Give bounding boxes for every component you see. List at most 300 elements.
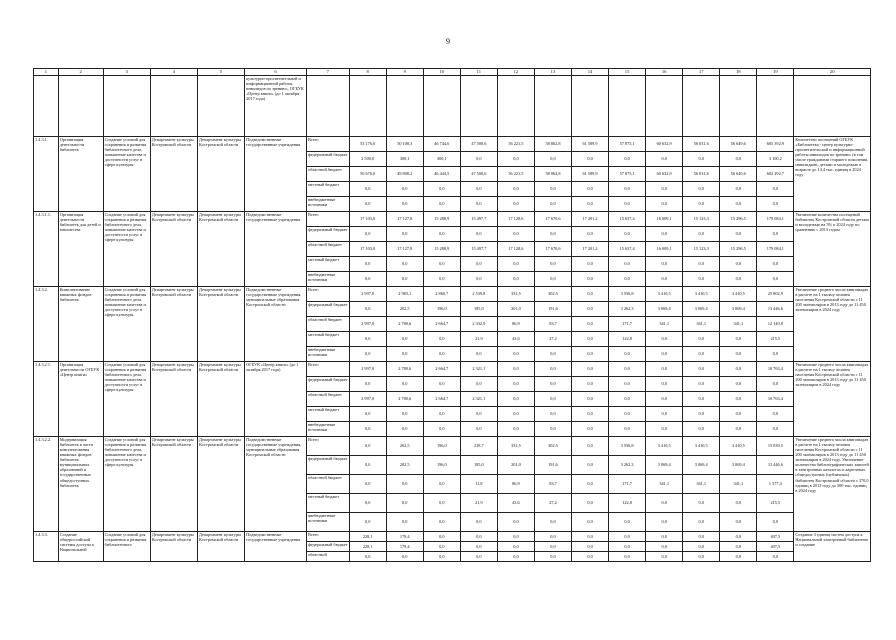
empty-cell	[349, 76, 386, 137]
amount-cell: 228,1	[349, 542, 386, 552]
amount-cell: 341,1	[720, 475, 757, 494]
amount-cell: 0,0	[609, 272, 646, 287]
amount-cell: 0,0	[646, 272, 683, 287]
amount-cell: 17 128,6	[497, 242, 534, 257]
funding-source: федеральный бюджет	[306, 227, 349, 242]
cell-code: 1.4.3.2.	[34, 287, 59, 362]
amount-cell: 0,0	[534, 377, 571, 392]
continuation-row	[34, 76, 871, 137]
amount-cell: 0,0	[349, 475, 386, 494]
amount-cell: 0,0	[609, 377, 646, 392]
amount-cell: 60 632,9	[646, 167, 683, 182]
amount-cell: 0,0	[497, 347, 534, 362]
amount-cell: 21,9	[460, 332, 497, 347]
amount-cell: 27,2	[534, 494, 571, 513]
amount-cell: 0,0	[497, 272, 534, 287]
cell-exec: Департамент культуры Костромской области	[197, 437, 244, 532]
amount-cell: 2 997,0	[349, 287, 386, 302]
amount-cell: 0,0	[386, 494, 423, 513]
amount-cell: 0,0	[646, 227, 683, 242]
cell-recipient: Подведомственные государственные учреждения	[245, 212, 307, 287]
amount-cell: 0,0	[572, 317, 609, 332]
amount-cell: 0,0	[386, 257, 423, 272]
amount-cell: 179,4	[386, 532, 423, 542]
funding-source: местный бюджет	[306, 407, 349, 422]
amount-cell: 3 069,4	[683, 456, 720, 475]
amount-cell: 185,0	[460, 456, 497, 475]
amount-cell: 0,0	[497, 257, 534, 272]
column-header: 14	[572, 69, 609, 76]
amount-cell: 3 410,5	[646, 287, 683, 302]
cell-coord: Департамент культуры Костромской области	[150, 287, 197, 362]
amount-cell: 13 446,6	[757, 456, 794, 475]
amount-cell: 171,7	[609, 317, 646, 332]
amount-cell: 0,0	[646, 362, 683, 377]
amount-cell: 2 664,7	[423, 362, 460, 377]
amount-cell: 0,0	[497, 407, 534, 422]
funding-source: федеральный бюджет	[306, 302, 349, 317]
cell-goal: Создание условий для сохранения и развития библиотечного дела, повышение качества и доступности услуг в сфере культуры	[103, 287, 150, 362]
funding-source: областной бюджет	[306, 167, 349, 182]
amount-cell: 0,0	[460, 257, 497, 272]
amount-cell: 0,0	[460, 422, 497, 437]
amount-cell: 179,4	[386, 542, 423, 552]
amount-cell: 0,0	[534, 542, 571, 552]
page-number: 9	[446, 37, 450, 46]
column-header: 7	[306, 69, 349, 76]
program-table	[33, 68, 871, 562]
empty-cell	[150, 76, 197, 137]
amount-cell: 0,0	[534, 182, 571, 197]
amount-cell: 16 009,1	[646, 212, 683, 227]
amount-cell: 0,0	[683, 197, 720, 212]
amount-cell: 3 262,3	[609, 456, 646, 475]
amount-cell: 302,5	[534, 287, 571, 302]
amount-cell: 0,0	[349, 407, 386, 422]
amount-cell: 0,0	[646, 257, 683, 272]
amount-cell: 0,0	[572, 152, 609, 167]
funding-source: внебюджетные источники	[306, 513, 349, 532]
amount-cell: 0,0	[460, 227, 497, 242]
funding-source: внебюджетные источники	[306, 422, 349, 437]
amount-cell: 0,0	[534, 152, 571, 167]
table-row	[34, 212, 871, 227]
column-header: 6	[245, 69, 307, 76]
amount-cell: 0,0	[757, 347, 794, 362]
amount-cell: 185,0	[460, 302, 497, 317]
amount-cell: 0,0	[423, 197, 460, 212]
amount-cell: 196,0	[423, 437, 460, 456]
amount-cell: 0,0	[757, 227, 794, 242]
cell-coord: Департамент культуры Костромской области	[150, 532, 197, 562]
funding-source: федеральный бюджет	[306, 152, 349, 167]
amount-cell: 0,0	[497, 392, 534, 407]
amount-cell: 2 664,7	[423, 392, 460, 407]
funding-source: местный бюджет	[306, 332, 349, 347]
amount-cell: 0,0	[460, 542, 497, 552]
cell-goal: Создание условий для сохранения и развития библиотечного дела, повышение качества и доступности услуг в сфере культуры	[103, 212, 150, 287]
amount-cell: 0,0	[609, 197, 646, 212]
column-header: 8	[349, 69, 386, 76]
table-row	[34, 437, 871, 456]
amount-cell: 341,1	[683, 317, 720, 332]
amount-cell: 0,0	[720, 494, 757, 513]
amount-cell: 0,0	[609, 347, 646, 362]
amount-cell: 0,0	[497, 513, 534, 532]
amount-cell: 0,0	[609, 362, 646, 377]
amount-cell: 0,0	[497, 197, 534, 212]
amount-cell: 0,0	[386, 347, 423, 362]
amount-cell: 0,0	[534, 407, 571, 422]
cell-exec: Департамент культуры Костромской области	[197, 137, 244, 212]
cell-name: Организация деятельности библиотек для детей и юношества	[58, 212, 103, 287]
amount-cell: 0,0	[757, 257, 794, 272]
amount-cell: 0,0	[757, 407, 794, 422]
amount-cell: 0,0	[423, 347, 460, 362]
amount-cell: 0,0	[386, 513, 423, 532]
amount-cell: 0,0	[534, 532, 571, 542]
header-row	[34, 69, 871, 76]
amount-cell: 10 763,4	[757, 362, 794, 377]
amount-cell: 0,0	[757, 422, 794, 437]
amount-cell: 17 670,6	[534, 242, 571, 257]
amount-cell: 0,0	[572, 552, 609, 562]
amount-cell: 0,0	[683, 227, 720, 242]
empty-cell	[794, 76, 871, 137]
amount-cell: 0,0	[646, 377, 683, 392]
amount-cell: 0,0	[683, 347, 720, 362]
amount-cell: 0,0	[683, 552, 720, 562]
amount-cell: 58 862,8	[534, 167, 571, 182]
amount-cell: 15 123,3	[683, 212, 720, 227]
amount-cell: 46 444,5	[423, 167, 460, 182]
amount-cell: 0,0	[572, 542, 609, 552]
empty-cell	[534, 76, 571, 137]
amount-cell: 0,0	[423, 475, 460, 494]
amount-cell: 341,1	[720, 317, 757, 332]
amount-cell: 0,0	[646, 552, 683, 562]
continuation-text: культурно-просветительной и информационной работы инвалидов по зрению», ОГБУК «Центр книги» (до 1 октября 2017 года)	[245, 76, 307, 137]
cell-recipient: Подведомственные государственные учреждения, муниципальные образования Костромской области	[245, 437, 307, 532]
amount-cell: 2 780,6	[386, 392, 423, 407]
amount-cell: 0,0	[609, 532, 646, 542]
column-header: 11	[460, 69, 497, 76]
amount-cell: 0,0	[683, 257, 720, 272]
amount-cell: 341,1	[646, 475, 683, 494]
amount-cell: 17 670,6	[534, 212, 571, 227]
column-header: 13	[534, 69, 571, 76]
amount-cell: 0,0	[386, 272, 423, 287]
column-header: 10	[423, 69, 460, 76]
cell-goal: Создание условий для сохранения и развития библиотечного дела, повышение качества и доступности услуг в сфере культуры	[103, 137, 150, 212]
amount-cell: 3 069,4	[646, 302, 683, 317]
amount-cell: 331,5	[497, 437, 534, 456]
cell-name: Организация деятельности библиотек	[58, 137, 103, 212]
amount-cell: 0,0	[349, 182, 386, 197]
cell-goal: Создание условий для сохранения и развития библиотечного дела, повышение качества и доступности услуг в сфере культуры	[103, 362, 150, 437]
amount-cell: 2 500,0	[349, 152, 386, 167]
amount-cell: 61 589,9	[572, 137, 609, 152]
amount-cell: 0,0	[572, 197, 609, 212]
amount-cell: 43,6	[497, 332, 534, 347]
cell-goal: Создание условий для сохранения и развития библиотечного дела, повышение качества и доступности услуг в сфере культуры	[103, 437, 150, 532]
amount-cell: 0,0	[349, 257, 386, 272]
table-row	[34, 287, 871, 302]
cell-recipient: ОГБУК «Центр книги» (до 1 октября 2017 года)	[245, 362, 307, 437]
amount-cell: 0,0	[349, 456, 386, 475]
column-header: 15	[609, 69, 646, 76]
cell-recipient: Подведомственные государственные учреждения	[245, 137, 307, 212]
amount-cell: 15 637,4	[609, 242, 646, 257]
amount-cell: 2 539,8	[460, 287, 497, 302]
amount-cell: 302,5	[534, 437, 571, 456]
amount-cell: 50 676,0	[349, 167, 386, 182]
amount-cell: 0,0	[497, 532, 534, 542]
amount-cell: 15 296,5	[720, 212, 757, 227]
amount-cell: 0,0	[646, 532, 683, 542]
amount-cell: 179 084,1	[757, 242, 794, 257]
empty-cell	[646, 76, 683, 137]
amount-cell: 0,0	[646, 347, 683, 362]
empty-cell	[34, 76, 59, 137]
amount-cell: 1 377,4	[757, 475, 794, 494]
amount-cell: 0,0	[572, 362, 609, 377]
amount-cell: 196,0	[423, 456, 460, 475]
amount-cell: 2 983,1	[386, 287, 423, 302]
amount-cell: 0,0	[683, 392, 720, 407]
amount-cell: 0,0	[460, 197, 497, 212]
amount-cell: 83,7	[534, 475, 571, 494]
amount-cell: 0,0	[423, 332, 460, 347]
amount-cell: 56 031,6	[683, 167, 720, 182]
amount-cell: 0,0	[423, 257, 460, 272]
amount-cell: 0,0	[609, 257, 646, 272]
amount-cell: 0,0	[720, 552, 757, 562]
amount-cell: 3 262,3	[609, 302, 646, 317]
empty-cell	[497, 76, 534, 137]
amount-cell: 0,0	[572, 532, 609, 542]
amount-cell: 0,0	[572, 437, 609, 456]
amount-cell: 0,0	[572, 287, 609, 302]
amount-cell: 0,0	[460, 377, 497, 392]
amount-cell: 17 201,2	[572, 242, 609, 257]
amount-cell: 12 140,8	[757, 317, 794, 332]
amount-cell: 13 446,6	[757, 302, 794, 317]
amount-cell: 0,0	[386, 475, 423, 494]
amount-cell: 0,0	[683, 272, 720, 287]
cell-coord: Департамент культуры Костромской области	[150, 437, 197, 532]
amount-cell: 0,0	[572, 332, 609, 347]
amount-cell: 0,0	[720, 347, 757, 362]
amount-cell: 0,0	[423, 227, 460, 242]
amount-cell: 0,0	[534, 197, 571, 212]
amount-cell: 0,0	[720, 542, 757, 552]
amount-cell: 0,0	[720, 272, 757, 287]
amount-cell: 179 084,1	[757, 212, 794, 227]
amount-cell: 0,0	[683, 494, 720, 513]
amount-cell: 0,0	[572, 347, 609, 362]
cell-goal: Создание условий для сохранения и развития библиотечного	[103, 532, 150, 562]
amount-cell: 0,0	[386, 227, 423, 242]
funding-source: местный бюджет	[306, 494, 349, 513]
amount-cell: 0,0	[534, 257, 571, 272]
cell-code: 1.4.3.3.	[34, 532, 59, 562]
empty-cell	[58, 76, 103, 137]
amount-cell: 202,5	[386, 456, 423, 475]
amount-cell: 16 009,1	[646, 242, 683, 257]
amount-cell: 0,0	[534, 347, 571, 362]
amount-cell: 3 410,5	[720, 287, 757, 302]
amount-cell: 0,0	[683, 513, 720, 532]
amount-cell: 0,0	[757, 377, 794, 392]
funding-source: областной бюджет	[306, 392, 349, 407]
cell-code: 1.4.3.1.1.	[34, 212, 59, 287]
funding-source: областной бюджет	[306, 475, 349, 494]
amount-cell: 218,7	[460, 437, 497, 456]
amount-cell: 407,5	[757, 532, 794, 542]
funding-source: местный бюджет	[306, 182, 349, 197]
cell-coord: Департамент культуры Костромской области	[150, 362, 197, 437]
column-header: 20	[794, 69, 871, 76]
amount-cell: 0,0	[683, 532, 720, 542]
amount-cell: 61 589,9	[572, 167, 609, 182]
amount-cell: 3 410,5	[683, 287, 720, 302]
amount-cell: 0,0	[386, 197, 423, 212]
amount-cell: 0,0	[423, 182, 460, 197]
amount-cell: 0,0	[720, 152, 757, 167]
amount-cell: 3 069,4	[720, 302, 757, 317]
amount-cell: 0,0	[683, 152, 720, 167]
amount-cell: 2 332,9	[460, 317, 497, 332]
funding-source: внебюджетные источники	[306, 197, 349, 212]
amount-cell: 0,0	[720, 257, 757, 272]
expected-result: Увеличение количества посещений библиотек Костромской области детьми и молодежью на 5% к 2024 году по сравнению с 2013 годом	[794, 212, 871, 287]
amount-cell: 0,0	[572, 392, 609, 407]
amount-cell: 0,0	[386, 407, 423, 422]
amount-cell: 25 802,9	[757, 287, 794, 302]
amount-cell: 0,0	[386, 332, 423, 347]
amount-cell: 0,0	[460, 152, 497, 167]
amount-cell: 0,0	[349, 494, 386, 513]
amount-cell: 191,6	[534, 302, 571, 317]
amount-cell: 0,0	[757, 272, 794, 287]
empty-cell	[386, 76, 423, 137]
amount-cell: 27,2	[534, 332, 571, 347]
funding-source: федеральный бюджет	[306, 456, 349, 475]
expected-result: Создание 3 единиц систем доступа к Национальной электронной библиотеке и создание	[794, 532, 871, 562]
cell-exec: Департамент культуры Костромской области	[197, 362, 244, 437]
amount-cell: 15 039,5	[757, 437, 794, 456]
column-header: 17	[683, 69, 720, 76]
amount-cell: 2 780,6	[386, 317, 423, 332]
amount-cell: 0,0	[423, 272, 460, 287]
amount-cell: 0,0	[572, 494, 609, 513]
amount-cell: 0,0	[646, 197, 683, 212]
amount-cell: 0,0	[497, 377, 534, 392]
amount-cell: 202,5	[386, 437, 423, 456]
amount-cell: 0,0	[609, 392, 646, 407]
amount-cell: 0,0	[572, 257, 609, 272]
amount-cell: 0,0	[609, 227, 646, 242]
amount-cell: 0,0	[720, 532, 757, 542]
column-header: 3	[103, 69, 150, 76]
amount-cell: 0,0	[720, 182, 757, 197]
cell-exec: Департамент культуры Костромской области	[197, 287, 244, 362]
amount-cell: 58 862,8	[534, 137, 571, 152]
amount-cell: 300,1	[386, 152, 423, 167]
funding-source: Всего	[306, 437, 349, 456]
amount-cell: 56 031,6	[683, 137, 720, 152]
amount-cell: 0,0	[460, 532, 497, 542]
amount-cell: 56 649,6	[720, 137, 757, 152]
amount-cell: 0,0	[349, 227, 386, 242]
amount-cell: 15 497,7	[460, 242, 497, 257]
amount-cell: 2 321,1	[460, 392, 497, 407]
amount-cell: 0,0	[423, 542, 460, 552]
amount-cell: 0,0	[349, 422, 386, 437]
funding-source: федеральный бюджет	[306, 542, 349, 552]
amount-cell: 0,0	[720, 407, 757, 422]
amount-cell: 43,6	[497, 494, 534, 513]
empty-cell	[423, 76, 460, 137]
amount-cell: 201,0	[497, 302, 534, 317]
amount-cell: 0,0	[646, 182, 683, 197]
cell-name: Комплектование книжных фондов библиотек	[58, 287, 103, 362]
funding-source: областной	[306, 552, 349, 562]
amount-cell: 0,0	[646, 152, 683, 167]
amount-cell: 0,0	[646, 422, 683, 437]
amount-cell: 0,0	[609, 542, 646, 552]
amount-cell: 0,0	[572, 422, 609, 437]
amount-cell: 15 123,3	[683, 242, 720, 257]
amount-cell: 0,0	[497, 152, 534, 167]
column-header: 16	[646, 69, 683, 76]
amount-cell: 0,0	[349, 272, 386, 287]
funding-source: Всего	[306, 287, 349, 302]
amount-cell: 605 392,9	[757, 137, 794, 152]
amount-cell: 0,0	[757, 197, 794, 212]
amount-cell: 0,0	[572, 377, 609, 392]
amount-cell: 0,0	[460, 272, 497, 287]
amount-cell: 17 103,0	[349, 242, 386, 257]
amount-cell: 15 497,7	[460, 212, 497, 227]
empty-cell	[720, 76, 757, 137]
funding-source: Всего	[306, 212, 349, 227]
amount-cell: 3 410,5	[683, 437, 720, 456]
amount-cell: 0,0	[609, 552, 646, 562]
amount-cell: 3 069,4	[683, 302, 720, 317]
amount-cell: 171,7	[609, 475, 646, 494]
amount-cell: 17 127,8	[386, 212, 423, 227]
amount-cell: 0,0	[386, 422, 423, 437]
amount-cell: 0,0	[460, 407, 497, 422]
amount-cell: 0,0	[683, 377, 720, 392]
expected-result: Увеличение среднего числа книговыдач в расчете на 1 тысячу человек населения Костромской области с 11 200 экземпляров в 2013 году до 11 450 экземпляров в 2024 году	[794, 287, 871, 362]
amount-cell: 0,0	[720, 197, 757, 212]
cell-name: Создание общероссийской системы доступа к Национальной	[58, 532, 103, 562]
amount-cell: 3 556,8	[609, 437, 646, 456]
amount-cell: 11,8	[460, 475, 497, 494]
amount-cell: 0,0	[534, 392, 571, 407]
column-header: 19	[757, 69, 794, 76]
funding-source: областной бюджет	[306, 242, 349, 257]
amount-cell: 0,0	[683, 182, 720, 197]
table-row	[34, 362, 871, 377]
amount-cell: 0,0	[720, 332, 757, 347]
amount-cell: 215,5	[757, 332, 794, 347]
amount-cell: 0,0	[460, 513, 497, 532]
amount-cell: 2 997,0	[349, 317, 386, 332]
